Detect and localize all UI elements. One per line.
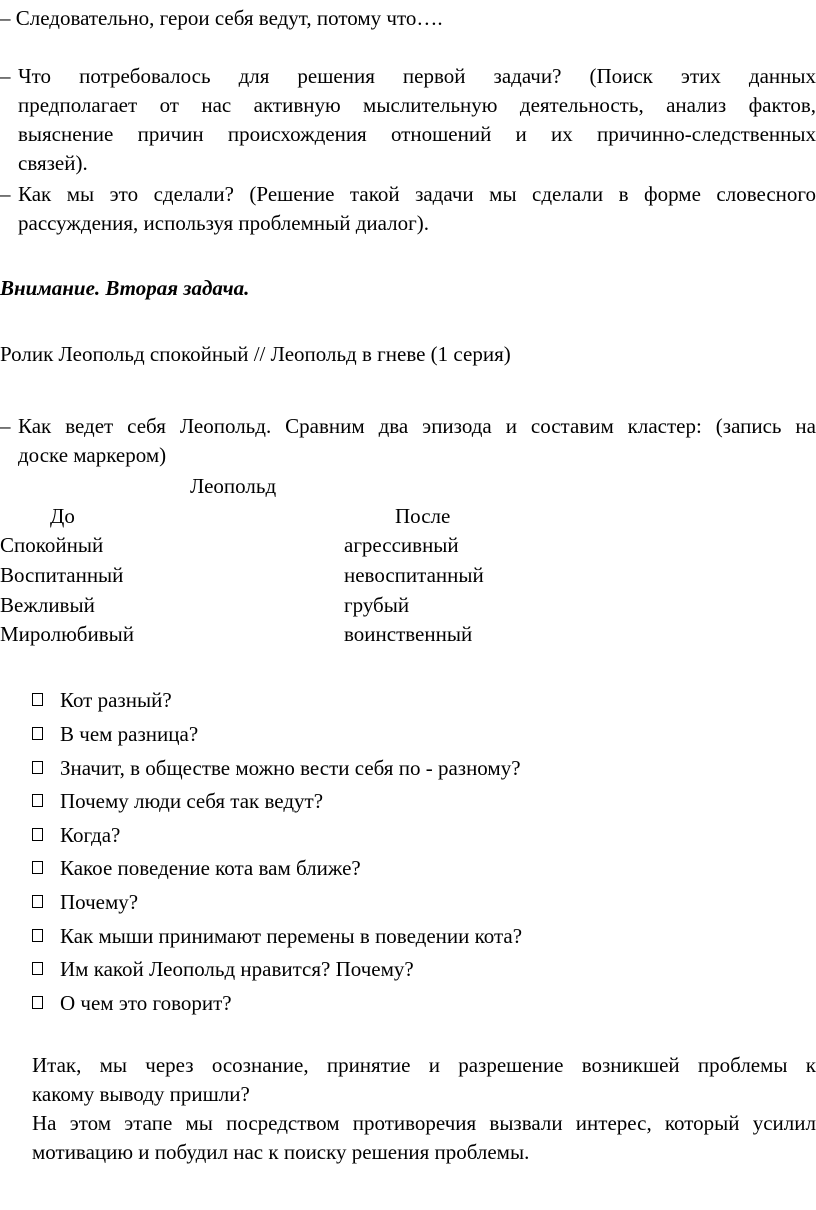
- checkbox-bullet-icon: [32, 693, 43, 706]
- cluster-after-item: воинственный: [344, 622, 473, 646]
- cluster-before-item: Спокойный: [0, 533, 104, 557]
- cluster-after-item: агрессивный: [344, 533, 459, 557]
- question-text: Почему люди себя так ведут?: [60, 789, 324, 813]
- list-item: [30, 787, 730, 816]
- text-line: Итак, мы через осознание, принятие и разрешение возникшей проблемы к: [32, 1053, 816, 1077]
- paragraph-first-task: [0, 62, 816, 178]
- question-text: О чем это говорит?: [60, 991, 232, 1015]
- question-text: Почему?: [60, 890, 139, 914]
- list-item: [30, 989, 730, 1018]
- question-text: В чем разница?: [60, 722, 199, 746]
- paragraph-how-we-did: [0, 180, 816, 238]
- conclusion-question: [32, 1051, 816, 1109]
- text-line: Что потребовалось для решения первой задачи? (Поиск этих данных: [18, 64, 816, 88]
- question-text: Какое поведение кота вам ближе?: [60, 856, 361, 880]
- list-item: [30, 955, 730, 984]
- cluster-before-item: Миролюбивый: [0, 622, 134, 646]
- list-item: [30, 821, 730, 850]
- checkbox-bullet-icon: [32, 727, 43, 740]
- checkbox-bullet-icon: [32, 996, 43, 1009]
- list-item: [30, 922, 730, 951]
- question-text: Как мыши принимают перемены в поведении кота?: [60, 924, 523, 948]
- question-text: Значит, в обществе можно вести себя по - разному?: [60, 756, 521, 780]
- paragraph-conclusion-heroes: – Следовательно, герои себя ведут, потому что….: [0, 6, 443, 30]
- checkbox-bullet-icon: [32, 861, 43, 874]
- text-line: рассуждения, используя проблемный диалог).: [18, 211, 429, 235]
- dash-marker: –: [0, 414, 11, 438]
- question-text: Когда?: [60, 823, 121, 847]
- cluster-after-item: грубый: [344, 593, 410, 617]
- dash-marker: –: [0, 182, 11, 206]
- checkbox-bullet-icon: [32, 962, 43, 975]
- question-text: Им какой Леопольд нравится? Почему?: [60, 957, 414, 981]
- list-item: [30, 854, 730, 883]
- section-heading: Внимание. Вторая задача.: [0, 276, 250, 300]
- video-reference: Ролик Леопольд спокойный // Леопольд в гневе (1 серия): [0, 342, 511, 366]
- dash-marker: –: [0, 64, 11, 88]
- text-line: мотивацию и побудил нас к поиску решения проблемы.: [32, 1140, 530, 1164]
- checkbox-bullet-icon: [32, 929, 43, 942]
- list-item: [30, 720, 730, 749]
- cluster-before-label: До: [50, 504, 75, 528]
- text-line: выяснение причин происхождения отношений и их причинно-следственных: [18, 122, 816, 146]
- question-text: Кот разный?: [60, 688, 172, 712]
- text-line: На этом этапе мы посредством противоречия вызвали интерес, который усилил: [32, 1111, 816, 1135]
- cluster-title: Леопольд: [190, 474, 277, 498]
- cluster-before-item: Вежливый: [0, 593, 95, 617]
- list-item: [30, 686, 730, 715]
- list-item: [30, 888, 730, 917]
- text-line: доске маркером): [18, 443, 167, 467]
- checkbox-bullet-icon: [32, 794, 43, 807]
- checkbox-bullet-icon: [32, 828, 43, 841]
- cluster-before-item: Воспитанный: [0, 563, 124, 587]
- text-line: Как ведет себя Леопольд. Сравним два эпизода и составим кластер: (запись на: [18, 414, 816, 438]
- cluster-after-item: невоспитанный: [344, 563, 484, 587]
- checkbox-bullet-icon: [32, 761, 43, 774]
- paragraph-cluster-intro: [0, 412, 816, 470]
- cluster-after-label: После: [395, 504, 451, 528]
- checkbox-bullet-icon: [32, 895, 43, 908]
- text-line: какому выводу пришли?: [32, 1082, 250, 1106]
- list-item: [30, 754, 730, 783]
- conclusion-summary: [32, 1109, 816, 1167]
- text-line: предполагает от нас активную мыслительную деятельность, анализ фактов,: [18, 93, 816, 117]
- text-line: Как мы это сделали? (Решение такой задачи мы сделали в форме словесного: [18, 182, 816, 206]
- text-line: связей).: [18, 151, 88, 175]
